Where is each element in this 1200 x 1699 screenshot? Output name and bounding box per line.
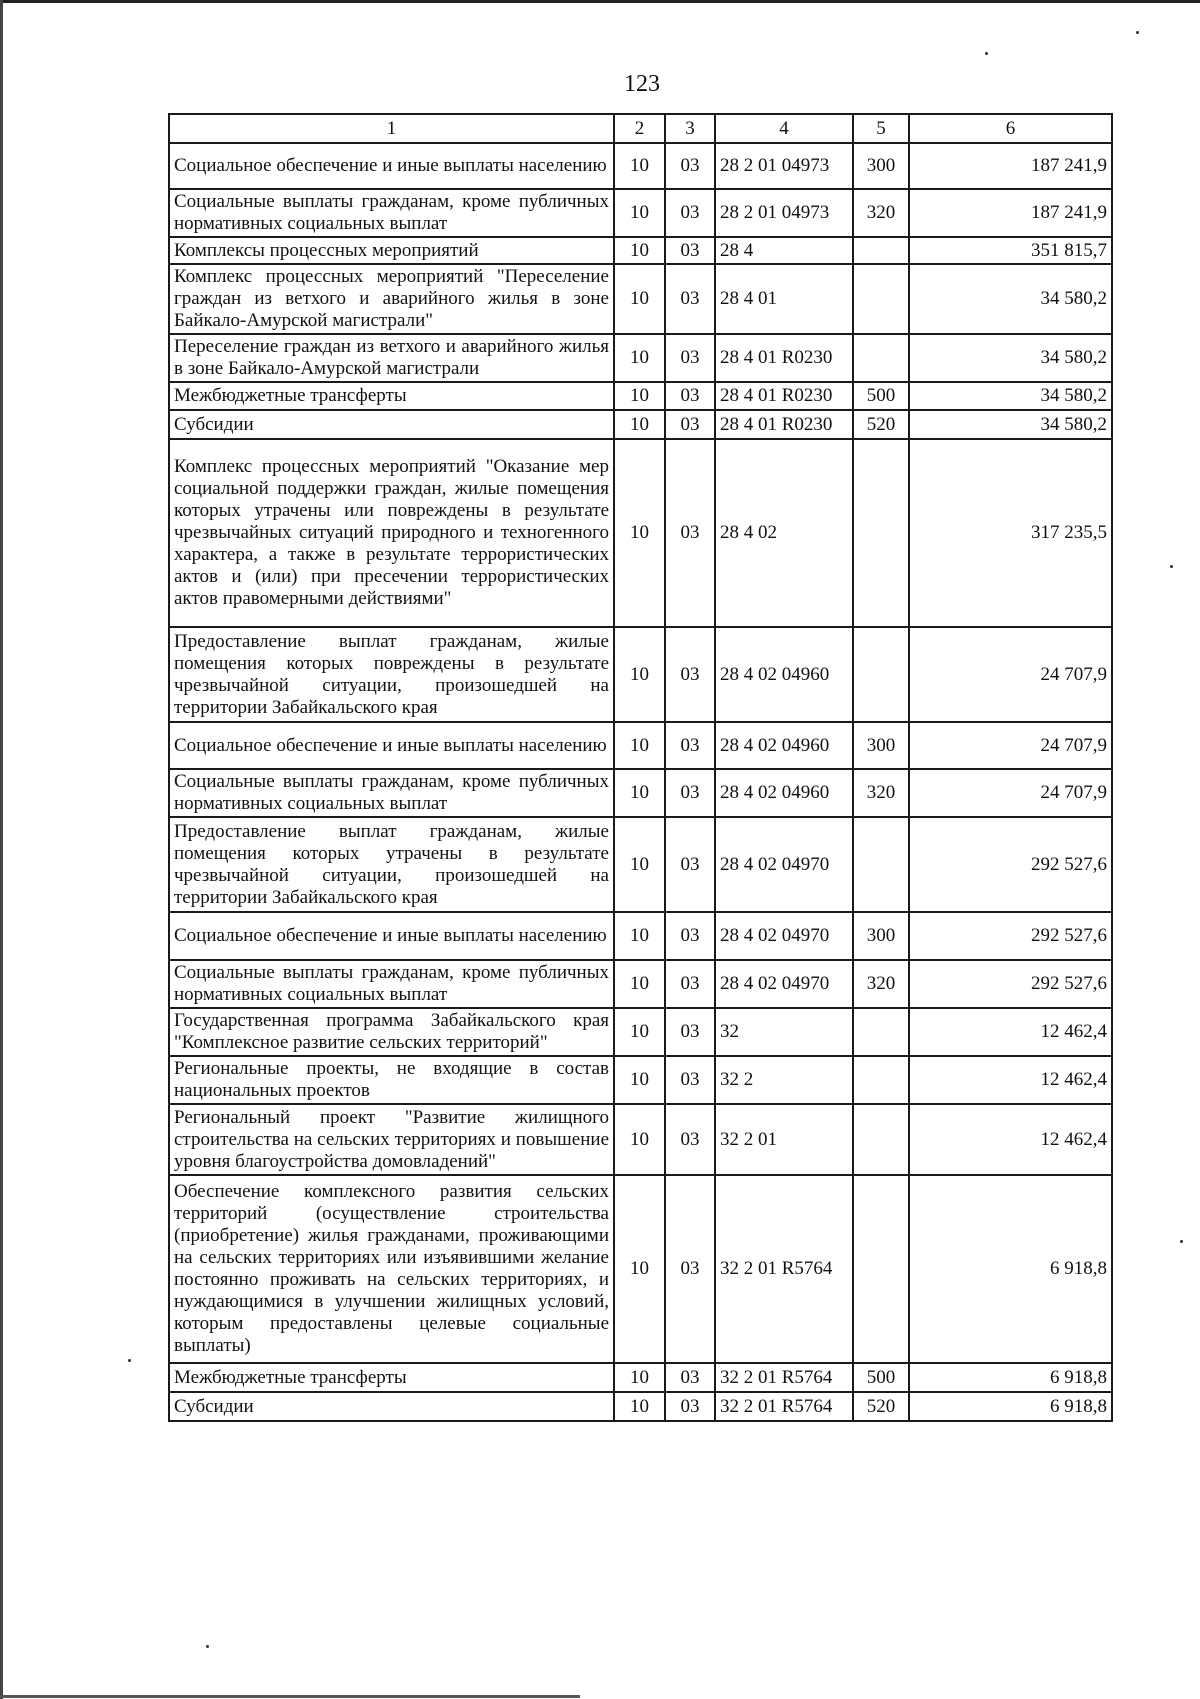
row-expense-type-cell: [853, 264, 909, 334]
row-section-cell: 10: [614, 143, 665, 189]
scan-bottom-edge: [0, 1695, 580, 1698]
row-subsection-cell: 03: [665, 334, 715, 382]
row-expense-type-cell: 320: [853, 960, 909, 1008]
row-amount-cell: 24 707,9: [909, 722, 1112, 769]
row-subsection-cell: 03: [665, 912, 715, 960]
row-target-article-cell: 28 4 02 04970: [715, 960, 853, 1008]
row-target-article-cell: 28 4 01 R0230: [715, 382, 853, 410]
row-subsection-cell: 03: [665, 1175, 715, 1363]
row-subsection-cell: 03: [665, 143, 715, 189]
table-row: [169, 960, 1112, 1008]
row-subsection-cell: 03: [665, 1392, 715, 1421]
row-expense-type-cell: 500: [853, 1363, 909, 1392]
row-expense-type-cell: [853, 439, 909, 627]
table-row: [169, 334, 1112, 382]
row-amount-cell: 12 462,4: [909, 1104, 1112, 1175]
row-expense-type-cell: 300: [853, 912, 909, 960]
row-amount-cell: 292 527,6: [909, 912, 1112, 960]
row-target-article-cell: 32 2 01: [715, 1104, 853, 1175]
row-target-article-cell: 28 2 01 04973: [715, 189, 853, 237]
column-header-name: 1: [169, 114, 614, 143]
table-row: [169, 439, 1112, 627]
row-subsection-cell: 03: [665, 627, 715, 722]
row-section-cell: 10: [614, 264, 665, 334]
row-amount-cell: 24 707,9: [909, 769, 1112, 817]
row-amount-cell: 34 580,2: [909, 410, 1112, 439]
row-name-cell: Субсидии: [169, 410, 614, 439]
row-target-article-cell: 28 4 02: [715, 439, 853, 627]
row-target-article-cell: 32: [715, 1008, 853, 1056]
table-row: [169, 143, 1112, 189]
row-section-cell: 10: [614, 1056, 665, 1104]
row-section-cell: 10: [614, 960, 665, 1008]
row-amount-cell: 12 462,4: [909, 1056, 1112, 1104]
row-amount-cell: 187 241,9: [909, 143, 1112, 189]
row-expense-type-cell: [853, 817, 909, 912]
row-name-cell: Обеспечение комплексного развития сельских территорий (осуществление строительства (приобретение) жилья гражданами, проживающими на сельских территориях или изъявившими желание постоянно проживать на сельских территориях, и нуждающимися в улучшении жилищных условий, которым предоставлены целевые социальные выплаты): [169, 1175, 614, 1363]
table-row: [169, 1392, 1112, 1421]
row-expense-type-cell: [853, 237, 909, 264]
row-subsection-cell: 03: [665, 1056, 715, 1104]
row-name-cell: Социальное обеспечение и иные выплаты населению: [169, 912, 614, 960]
row-amount-cell: 292 527,6: [909, 817, 1112, 912]
table-row: [169, 382, 1112, 410]
scan-speck: [985, 52, 988, 55]
row-amount-cell: 292 527,6: [909, 960, 1112, 1008]
row-section-cell: 10: [614, 627, 665, 722]
row-expense-type-cell: 320: [853, 769, 909, 817]
page-number: 123: [624, 71, 660, 97]
table-row: [169, 410, 1112, 439]
row-expense-type-cell: [853, 1008, 909, 1056]
budget-table: [168, 113, 1113, 1422]
scan-speck: [1180, 1240, 1183, 1243]
scan-speck: [1170, 565, 1173, 568]
row-section-cell: 10: [614, 769, 665, 817]
scan-speck: [1136, 31, 1139, 34]
row-amount-cell: 24 707,9: [909, 627, 1112, 722]
row-subsection-cell: 03: [665, 1008, 715, 1056]
column-header-subsection: 3: [665, 114, 715, 143]
row-expense-type-cell: 300: [853, 143, 909, 189]
row-target-article-cell: 28 4 01 R0230: [715, 334, 853, 382]
row-expense-type-cell: 300: [853, 722, 909, 769]
row-expense-type-cell: 520: [853, 410, 909, 439]
row-name-cell: Комплекс процессных мероприятий "Переселение граждан из ветхого и аварийного жилья в зоне Байкало-Амурской магистрали": [169, 264, 614, 334]
table-row: [169, 1363, 1112, 1392]
row-subsection-cell: 03: [665, 1104, 715, 1175]
row-section-cell: 10: [614, 237, 665, 264]
scan-speck: [128, 1359, 131, 1362]
scan-speck: [206, 1645, 209, 1648]
table-row: [169, 817, 1112, 912]
column-header-section: 2: [614, 114, 665, 143]
table-row: [169, 1175, 1112, 1363]
row-expense-type-cell: [853, 1104, 909, 1175]
row-subsection-cell: 03: [665, 769, 715, 817]
row-expense-type-cell: [853, 334, 909, 382]
row-expense-type-cell: 500: [853, 382, 909, 410]
row-section-cell: 10: [614, 382, 665, 410]
row-name-cell: Социальные выплаты гражданам, кроме публичных нормативных социальных выплат: [169, 960, 614, 1008]
row-target-article-cell: 28 4 02 04970: [715, 817, 853, 912]
row-subsection-cell: 03: [665, 264, 715, 334]
row-subsection-cell: 03: [665, 410, 715, 439]
row-subsection-cell: 03: [665, 439, 715, 627]
row-amount-cell: 6 918,8: [909, 1392, 1112, 1421]
row-target-article-cell: 32 2 01 R5764: [715, 1363, 853, 1392]
column-header-expense-type: 5: [853, 114, 909, 143]
row-amount-cell: 351 815,7: [909, 237, 1112, 264]
row-subsection-cell: 03: [665, 817, 715, 912]
row-name-cell: Предоставление выплат гражданам, жилые помещения которых утрачены в результате чрезвычайной ситуации, произошедшей на территории Забайкальского края: [169, 817, 614, 912]
row-expense-type-cell: [853, 1056, 909, 1104]
row-amount-cell: 187 241,9: [909, 189, 1112, 237]
row-subsection-cell: 03: [665, 382, 715, 410]
row-name-cell: Переселение граждан из ветхого и аварийного жилья в зоне Байкало-Амурской магистрали: [169, 334, 614, 382]
row-target-article-cell: 32 2: [715, 1056, 853, 1104]
row-section-cell: 10: [614, 189, 665, 237]
row-target-article-cell: 28 4 02 04960: [715, 722, 853, 769]
row-section-cell: 10: [614, 334, 665, 382]
row-subsection-cell: 03: [665, 1363, 715, 1392]
row-section-cell: 10: [614, 722, 665, 769]
scan-top-edge: [0, 0, 1200, 3]
row-name-cell: Региональные проекты, не входящие в состав национальных проектов: [169, 1056, 614, 1104]
row-name-cell: Социальное обеспечение и иные выплаты населению: [169, 143, 614, 189]
row-target-article-cell: 28 4 02 04970: [715, 912, 853, 960]
row-amount-cell: 34 580,2: [909, 334, 1112, 382]
row-expense-type-cell: 520: [853, 1392, 909, 1421]
row-section-cell: 10: [614, 912, 665, 960]
table-row: [169, 1104, 1112, 1175]
row-section-cell: 10: [614, 1392, 665, 1421]
row-target-article-cell: 32 2 01 R5764: [715, 1175, 853, 1363]
row-expense-type-cell: 320: [853, 189, 909, 237]
row-amount-cell: 12 462,4: [909, 1008, 1112, 1056]
row-section-cell: 10: [614, 410, 665, 439]
row-target-article-cell: 28 2 01 04973: [715, 143, 853, 189]
row-subsection-cell: 03: [665, 189, 715, 237]
row-section-cell: 10: [614, 1008, 665, 1056]
row-section-cell: 10: [614, 1363, 665, 1392]
table-row: [169, 1056, 1112, 1104]
table-row: [169, 722, 1112, 769]
table-row: [169, 912, 1112, 960]
row-name-cell: Региональный проект "Развитие жилищного строительства на сельских территориях и повышение уровня благоустройства домовладений": [169, 1104, 614, 1175]
row-name-cell: Межбюджетные трансферты: [169, 1363, 614, 1392]
table-header-row: [169, 114, 1112, 143]
row-target-article-cell: 28 4 02 04960: [715, 769, 853, 817]
row-name-cell: Межбюджетные трансферты: [169, 382, 614, 410]
row-name-cell: Предоставление выплат гражданам, жилые помещения которых повреждены в результате чрезвычайной ситуации, произошедшей на территории Забайкальского края: [169, 627, 614, 722]
row-subsection-cell: 03: [665, 960, 715, 1008]
row-amount-cell: 317 235,5: [909, 439, 1112, 627]
row-target-article-cell: 28 4 02 04960: [715, 627, 853, 722]
row-amount-cell: 34 580,2: [909, 382, 1112, 410]
row-section-cell: 10: [614, 817, 665, 912]
row-name-cell: Комплекс процессных мероприятий "Оказание мер социальной поддержки граждан, жилые помещения которых утрачены или повреждены в результате чрезвычайных ситуаций природного и техногенного характера, а также в результате террористических актов и (или) при пресечении террористических актов правомерными действиями": [169, 439, 614, 627]
row-name-cell: Субсидии: [169, 1392, 614, 1421]
row-subsection-cell: 03: [665, 237, 715, 264]
row-name-cell: Социальное обеспечение и иные выплаты населению: [169, 722, 614, 769]
table-row: [169, 1008, 1112, 1056]
table-row: [169, 189, 1112, 237]
row-section-cell: 10: [614, 439, 665, 627]
row-amount-cell: 6 918,8: [909, 1363, 1112, 1392]
column-header-amount: 6: [909, 114, 1112, 143]
row-subsection-cell: 03: [665, 722, 715, 769]
row-section-cell: 10: [614, 1104, 665, 1175]
table-row: [169, 627, 1112, 722]
row-name-cell: Социальные выплаты гражданам, кроме публичных нормативных социальных выплат: [169, 189, 614, 237]
row-name-cell: Комплексы процессных мероприятий: [169, 237, 614, 264]
row-target-article-cell: 28 4 01 R0230: [715, 410, 853, 439]
column-header-target-article: 4: [715, 114, 853, 143]
table-row: [169, 769, 1112, 817]
table-row: [169, 237, 1112, 264]
row-target-article-cell: 32 2 01 R5764: [715, 1392, 853, 1421]
row-target-article-cell: 28 4: [715, 237, 853, 264]
scan-left-edge: [0, 0, 3, 1699]
row-amount-cell: 6 918,8: [909, 1175, 1112, 1363]
row-target-article-cell: 28 4 01: [715, 264, 853, 334]
row-expense-type-cell: [853, 1175, 909, 1363]
row-name-cell: Государственная программа Забайкальского края "Комплексное развитие сельских территорий": [169, 1008, 614, 1056]
row-amount-cell: 34 580,2: [909, 264, 1112, 334]
row-expense-type-cell: [853, 627, 909, 722]
row-name-cell: Социальные выплаты гражданам, кроме публичных нормативных социальных выплат: [169, 769, 614, 817]
table-row: [169, 264, 1112, 334]
row-section-cell: 10: [614, 1175, 665, 1363]
